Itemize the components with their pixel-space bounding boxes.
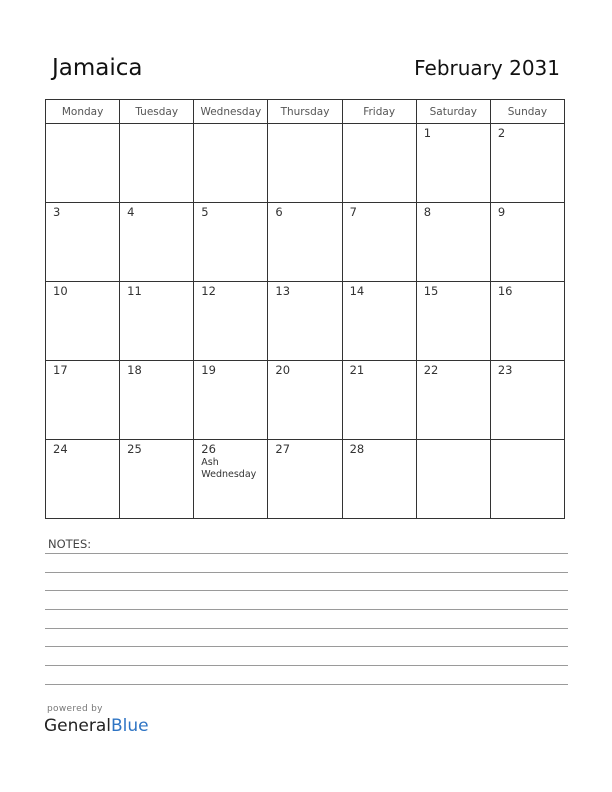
day-number: 12 — [201, 284, 216, 298]
day-number: 26 — [201, 442, 216, 456]
day-cell — [342, 361, 416, 440]
weekday-header: Tuesday — [120, 100, 194, 124]
day-cell — [46, 282, 120, 361]
day-cell — [416, 203, 490, 282]
day-cell — [46, 203, 120, 282]
day-number: 21 — [349, 363, 365, 377]
day-number: 22 — [423, 363, 439, 377]
day-cell — [490, 124, 564, 203]
day-number: 10 — [53, 284, 68, 298]
day-cell — [268, 361, 342, 440]
day-number: 5 — [201, 205, 209, 219]
day-number: 18 — [127, 363, 142, 377]
day-number: 3 — [53, 205, 61, 219]
day-cell — [46, 124, 120, 203]
day-cell — [416, 440, 490, 519]
note-line — [45, 646, 568, 647]
day-cell — [342, 440, 416, 519]
day-cell — [46, 361, 120, 440]
day-number: 6 — [275, 205, 283, 219]
weekday-header: Sunday — [490, 100, 564, 124]
day-cell — [268, 282, 342, 361]
day-cell — [120, 282, 194, 361]
day-cell — [490, 282, 564, 361]
powered-by-text: powered by — [47, 704, 103, 714]
calendar-month-title: February 2031 — [414, 56, 560, 80]
day-number: 19 — [201, 363, 216, 377]
weekday-header: Wednesday — [194, 100, 268, 124]
day-cell — [194, 440, 268, 519]
brand-general: General — [44, 716, 111, 736]
day-cell — [268, 203, 342, 282]
day-cell — [194, 203, 268, 282]
weekday-header: Saturday — [416, 100, 490, 124]
day-cell — [194, 282, 268, 361]
day-number: 14 — [349, 284, 365, 298]
day-cell — [120, 361, 194, 440]
day-cell — [342, 282, 416, 361]
day-cell — [120, 203, 194, 282]
day-number: 23 — [497, 363, 513, 377]
day-cell — [490, 361, 564, 440]
day-cell — [194, 124, 268, 203]
weekday-header: Thursday — [268, 100, 342, 124]
notes-label: NOTES: — [48, 537, 92, 551]
day-number: 25 — [127, 442, 142, 456]
holiday-label: Ash Wednesday — [201, 457, 257, 480]
note-line — [45, 572, 568, 573]
day-cell — [268, 440, 342, 519]
week-row — [46, 361, 565, 440]
day-number: 11 — [127, 284, 142, 298]
day-cell — [490, 440, 564, 519]
day-cell — [120, 124, 194, 203]
day-cell — [342, 203, 416, 282]
day-cell — [46, 440, 120, 519]
day-number: 1 — [423, 126, 432, 140]
weekday-header: Monday — [46, 100, 120, 124]
calendar-country-title: Jamaica — [52, 55, 143, 81]
day-number: 20 — [275, 363, 291, 377]
day-cell — [490, 203, 564, 282]
week-row — [46, 203, 565, 282]
day-number: 16 — [497, 284, 513, 298]
day-number: 9 — [497, 205, 506, 219]
day-cell — [416, 282, 490, 361]
weekday-header-row — [46, 100, 565, 124]
day-number: 15 — [423, 284, 439, 298]
day-number: 2 — [497, 126, 506, 140]
note-line — [45, 553, 568, 554]
day-number: 7 — [349, 205, 357, 219]
brand-blue: Blue — [111, 716, 149, 736]
week-row — [46, 124, 565, 203]
calendar-grid — [45, 99, 565, 519]
day-number: 24 — [53, 442, 68, 456]
day-cell — [268, 124, 342, 203]
week-row — [46, 282, 565, 361]
weekday-header: Friday — [342, 100, 416, 124]
day-number: 13 — [275, 284, 291, 298]
day-number: 8 — [423, 205, 432, 219]
note-line — [45, 665, 568, 666]
day-cell — [416, 361, 490, 440]
day-number: 17 — [53, 363, 68, 377]
note-line — [45, 628, 568, 629]
week-row — [46, 440, 565, 519]
day-number: 4 — [127, 205, 135, 219]
note-line — [45, 609, 568, 610]
note-line — [45, 684, 568, 685]
day-cell — [120, 440, 194, 519]
brand-logo[interactable] — [44, 716, 149, 736]
day-cell — [416, 124, 490, 203]
day-cell — [342, 124, 416, 203]
day-cell — [194, 361, 268, 440]
day-number: 27 — [275, 442, 291, 456]
day-number: 28 — [349, 442, 365, 456]
note-line — [45, 590, 568, 591]
